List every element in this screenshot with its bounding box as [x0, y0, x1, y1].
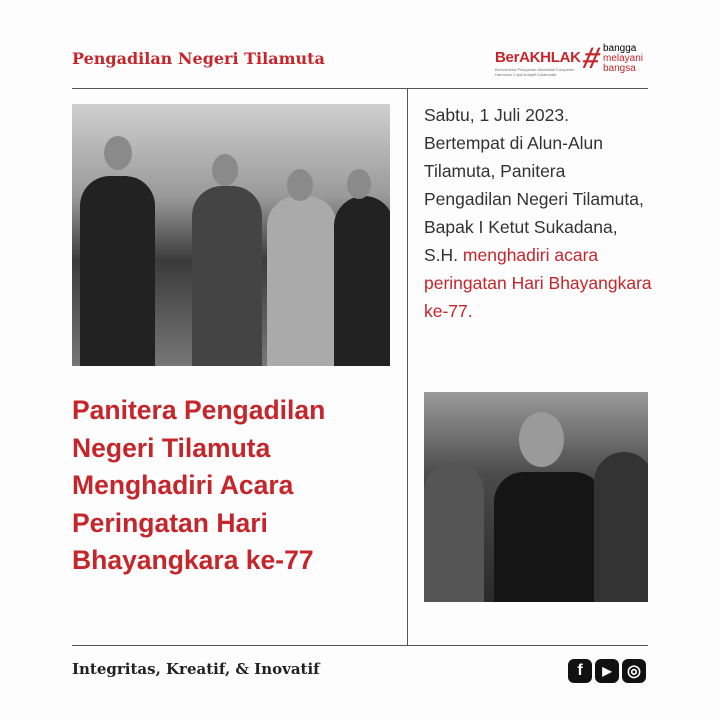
page-header-title: Pengadilan Negeri Tilamuta	[72, 49, 325, 68]
article-highlight: menghadiri acara peringatan Hari Bhayangkara ke-77.	[424, 245, 652, 321]
berakhlak-logo	[495, 44, 655, 84]
article-intro: Sabtu, 1 Juli 2023. Bertempat di Alun-Alun Tilamuta, Panitera Pengadilan Negeri Tilamuta, Bapak I Ketut Sukadana, S.H.	[424, 105, 644, 265]
tagline-word: melayani	[603, 53, 644, 64]
tagline-word: bangga	[603, 43, 637, 54]
center-divider	[407, 88, 408, 645]
bottom-divider	[72, 645, 648, 646]
logo-tagline	[603, 44, 643, 74]
social-links	[568, 659, 646, 683]
article-body	[424, 101, 654, 325]
logo-subtext: Berorientasi Pelayanan Akuntabel Kompeten Harmonis Loyal Adaptif Kolaboratif	[495, 67, 575, 77]
instagram-icon[interactable]: ◎	[622, 659, 646, 683]
footer-slogan: Integritas, Kreatif, & Inovatif	[72, 660, 320, 678]
logo-brand: BerAKHLAK	[495, 49, 581, 66]
youtube-icon[interactable]: ▶	[595, 659, 619, 683]
facebook-icon[interactable]: f	[568, 659, 592, 683]
headline: Panitera Pengadilan Negeri Tilamuta Menghadiri Acara Peringatan Hari Bhayangkara ke-77	[72, 395, 326, 575]
event-photo-closeup	[424, 392, 648, 602]
event-photo-group	[72, 104, 390, 366]
logo-hash: #	[579, 42, 604, 75]
tagline-word: bangsa	[603, 63, 636, 74]
top-divider	[72, 88, 648, 89]
